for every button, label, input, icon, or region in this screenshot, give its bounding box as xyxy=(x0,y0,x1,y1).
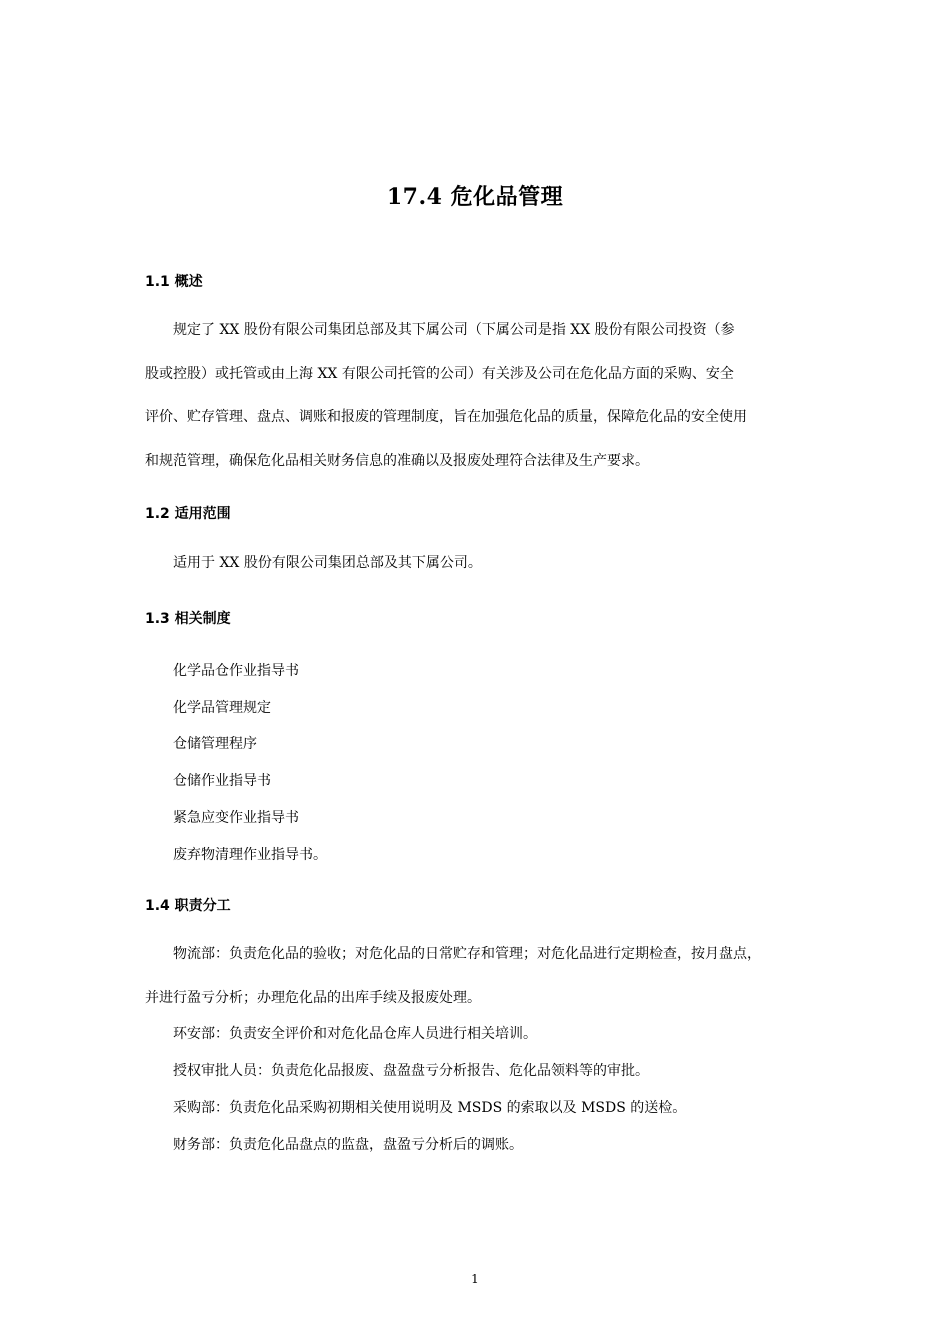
list-item: 仓储作业指导书 xyxy=(173,773,271,789)
section-heading-scope: 1.2 适用范围 xyxy=(145,506,231,522)
paragraph-line: 并进行盈亏分析；办理危化品的出库手续及报废处理。 xyxy=(145,990,481,1006)
list-item: 仓储管理程序 xyxy=(173,736,257,752)
list-item: 化学品仓作业指导书 xyxy=(173,663,299,679)
list-item: 化学品管理规定 xyxy=(173,700,271,716)
paragraph-line: 和规范管理，确保危化品相关财务信息的准确以及报废处理符合法律及生产要求。 xyxy=(145,453,649,469)
section-heading-related-rules: 1.3 相关制度 xyxy=(145,611,231,627)
paragraph-line: 财务部：负责危化品盘点的监盘，盘盈亏分析后的调账。 xyxy=(173,1137,523,1153)
paragraph-line: 授权审批人员：负责危化品报废、盘盈盘亏分析报告、危化品领料等的审批。 xyxy=(173,1063,649,1079)
paragraph-line: 股或控股）或托管或由上海 XX 有限公司托管的公司）有关涉及公司在危化品方面的采购、安全 xyxy=(145,366,734,382)
paragraph-line: 规定了 XX 股份有限公司集团总部及其下属公司（下属公司是指 XX 股份有限公司投资（参 xyxy=(173,322,735,338)
document-title: 17.4 危化品管理 xyxy=(386,184,564,210)
page-number: 1 xyxy=(471,1272,479,1286)
list-item: 废弃物清理作业指导书。 xyxy=(173,847,327,863)
paragraph-line: 环安部：负责安全评价和对危化品仓库人员进行相关培训。 xyxy=(173,1026,537,1042)
list-item: 紧急应变作业指导书 xyxy=(173,810,299,826)
section-heading-overview: 1.1 概述 xyxy=(145,274,203,290)
paragraph-line: 适用于 XX 股份有限公司集团总部及其下属公司。 xyxy=(173,555,482,571)
paragraph-line: 采购部：负责危化品采购初期相关使用说明及 MSDS 的索取以及 MSDS 的送检。 xyxy=(173,1100,687,1116)
paragraph-line: 物流部：负责危化品的验收；对危化品的日常贮存和管理；对危化品进行定期检查，按月盘点， xyxy=(173,946,761,962)
paragraph-line: 评价、贮存管理、盘点、调账和报废的管理制度，旨在加强危化品的质量，保障危化品的安全使用 xyxy=(145,409,747,425)
section-heading-responsibilities: 1.4 职责分工 xyxy=(145,898,231,914)
